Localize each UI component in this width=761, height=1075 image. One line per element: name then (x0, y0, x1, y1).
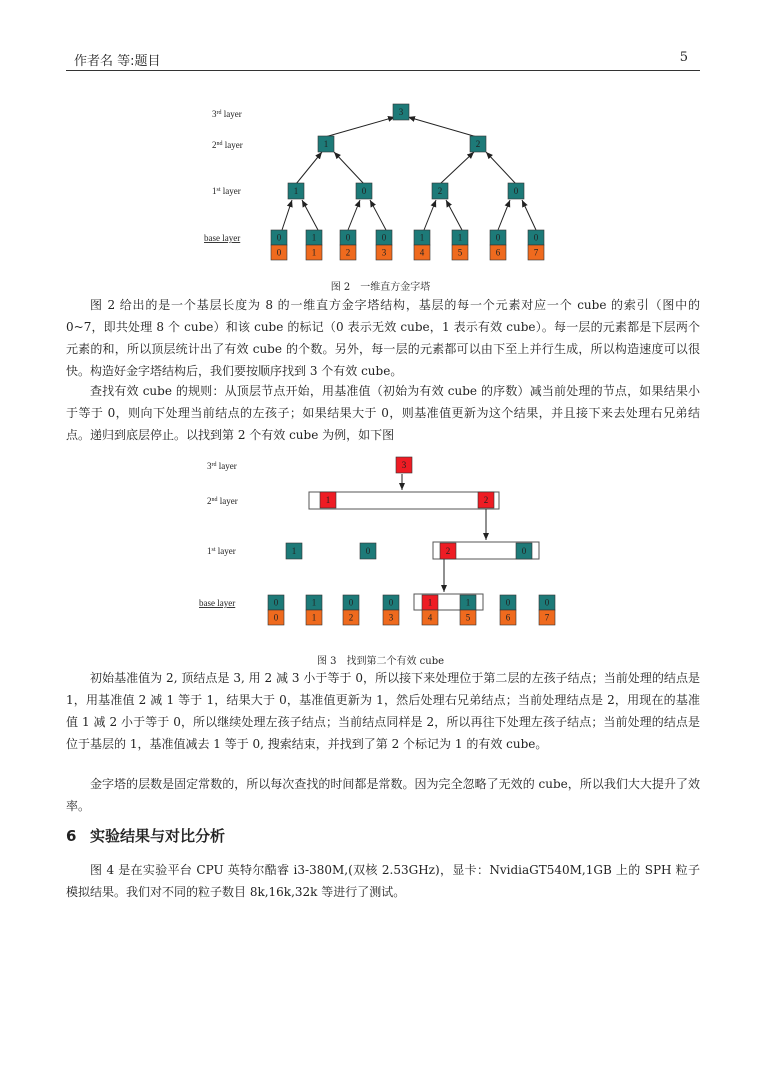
fig2-node-first-0-label: 1 (293, 186, 299, 196)
paragraph-5: 图 4 是在实验平台 CPU 英特尔酷睿 i3-380M,(双核 2.53GHz)，显卡：NvidiaGT540M,1GB 上的 SPH 粒子模拟结果。我们对不同的粒子数目 8k,16k,32k 等进行了测试。 (66, 863, 700, 899)
section-title: 实验结果与对比分析 (90, 827, 226, 845)
fig2-base-index-5-label: 5 (457, 247, 463, 258)
figure-3-caption: 图 3 找到第二个有效 cube (316, 656, 445, 667)
page-number: 5 (679, 50, 688, 65)
paragraph-3: 初始基准值为 2, 顶结点是 3, 用 2 减 3 小于等于 0，所以接下来处理位于第二层的左孩子结点；当前处理的结点是 1，用基准值 2 减 1 等于 1，结果大于 0，基准值更新为 1，然后处理右兄弟结点；当前处理结点是 2，用现在的基准值 1 减 2 小于等于 0，所以继续处理左孩子结点；当前结点同样是 2，所以再往下处理左孩子结点；当前处理的结点是位于基层的 1，基准值减去 1 等于 0, 搜索结束，并找到了第 2 个标记为 1 的有效 cube。 (66, 671, 700, 751)
fig3-base-index-0-label: 0 (273, 612, 279, 623)
fig2-label-2nd: 2nd layer (212, 140, 243, 150)
fig2-node-second-1-label: 2 (475, 139, 481, 149)
fig2-base-index-0-label: 0 (276, 247, 282, 258)
figure-2-caption: 图 2 一维直方金字塔 (330, 282, 431, 293)
fig2-base-index-4-label: 4 (419, 247, 425, 258)
fig3-base-index-2-label: 2 (348, 612, 354, 623)
fig3-node-second-0-label: 1 (325, 495, 331, 505)
fig3-node-top-label: 3 (401, 460, 407, 470)
fig3-node-first-1-label: 0 (365, 546, 371, 556)
fig3-base-flag-7-label: 0 (544, 597, 550, 608)
fig3-node-first-0-label: 1 (291, 546, 297, 556)
fig3-nodes (268, 457, 555, 625)
fig3-base-flag-3-label: 0 (388, 597, 394, 608)
fig2-base-flag-5-label: 1 (457, 232, 463, 243)
fig2-label-1st: 1st layer (212, 186, 241, 196)
fig2-base-flag-2-label: 0 (345, 232, 351, 243)
fig3-frame-2nd (309, 492, 499, 509)
fig2-base-flag-6-label: 0 (495, 232, 501, 243)
fig3-node-first-2-label: 2 (445, 546, 451, 556)
fig3-label-base: base layer (199, 598, 236, 608)
paragraph-2: 查找有效 cube 的规则：从顶层节点开始，用基准值（初始为有效 cube 的序数）减当前处理的节点，如果结果小于等于 0，则向下处理当前结点的左孩子；如果结果大于 0，则基准值更新为这个结果，并且接下来去处理右兄弟结点。递归到底层停止。以找到第 2 个有效 cube 为例，如下图 (66, 384, 700, 442)
fig2-node-first-2-label: 2 (437, 186, 443, 196)
paragraph-4: 金字塔的层数是固定常数的，所以每次查找的时间都是常数。因为完全忽略了无效的 cube，所以我们大大提升了效率。 (66, 777, 700, 813)
fig2-base-index-1-label: 1 (311, 247, 317, 258)
fig2-node-top-label: 3 (398, 107, 404, 117)
header-author-title: 作者名 等:题目 (74, 54, 161, 69)
fig3-base-flag-1-label: 1 (311, 597, 317, 608)
fig2-base-flag-4-label: 1 (419, 232, 425, 243)
section-number: 6 (66, 827, 77, 845)
paragraph-1: 图 2 给出的是一个基层长度为 8 的一维直方金字塔结构，基层的每一个元素对应一个 cube 的索引（图中的 0~7，即共处理 8 个 cube）和该 cube 的标记（0 表示无效 cube，1 表示有效 cube）。每一层的元素都是下层两个元素的和，所以顶层统计出了有效 cube 的个数。另外，每一层的元素都可以由下至上并行生成，所以构造速度可以很快。构造好金字塔结构后，我们要按顺序找到 3 个有效 cube。 (66, 298, 700, 378)
fig2-base-flag-1-label: 1 (311, 232, 317, 243)
fig2-label-base: base layer (204, 233, 241, 243)
fig2-label-3rd: 3rd layer (212, 109, 242, 119)
fig3-base-index-6-label: 6 (505, 612, 511, 623)
fig3-label-2nd: 2nd layer (207, 496, 238, 506)
fig2-base-index-3-label: 3 (381, 247, 387, 258)
fig2-base-index-7-label: 7 (533, 247, 539, 258)
fig3-base-index-4-label: 4 (427, 612, 433, 623)
fig3-base-index-1-label: 1 (311, 612, 317, 623)
fig3-base-flag-2-label: 0 (348, 597, 354, 608)
section-heading (66, 825, 225, 846)
fig3-base-flag-0-label: 0 (273, 597, 279, 608)
fig3-base-flag-6-label: 0 (505, 597, 511, 608)
fig3-base-index-3-label: 3 (388, 612, 394, 623)
fig3-label-1st: 1st layer (207, 546, 236, 556)
fig3-base-flag-5-label: 1 (465, 597, 471, 608)
fig2-base-flag-3-label: 0 (381, 232, 387, 243)
fig3-base-flag-4-label: 1 (427, 597, 433, 608)
fig2-base-flag-0-label: 0 (276, 232, 282, 243)
fig3-node-first-3-label: 0 (521, 546, 527, 556)
fig2-node-first-3-label: 0 (513, 186, 519, 196)
fig3-node-second-1-label: 2 (483, 495, 489, 505)
fig3-base-index-5-label: 5 (465, 612, 471, 623)
fig2-base-flag-7-label: 0 (533, 232, 539, 243)
fig3-base-index-7-label: 7 (544, 612, 550, 623)
fig2-node-second-0-label: 1 (323, 139, 329, 149)
fig3-label-3rd: 3rd layer (207, 461, 237, 471)
fig2-base-index-2-label: 2 (345, 247, 351, 258)
fig2-base-index-6-label: 6 (495, 247, 501, 258)
fig2-node-first-1-label: 0 (361, 186, 367, 196)
